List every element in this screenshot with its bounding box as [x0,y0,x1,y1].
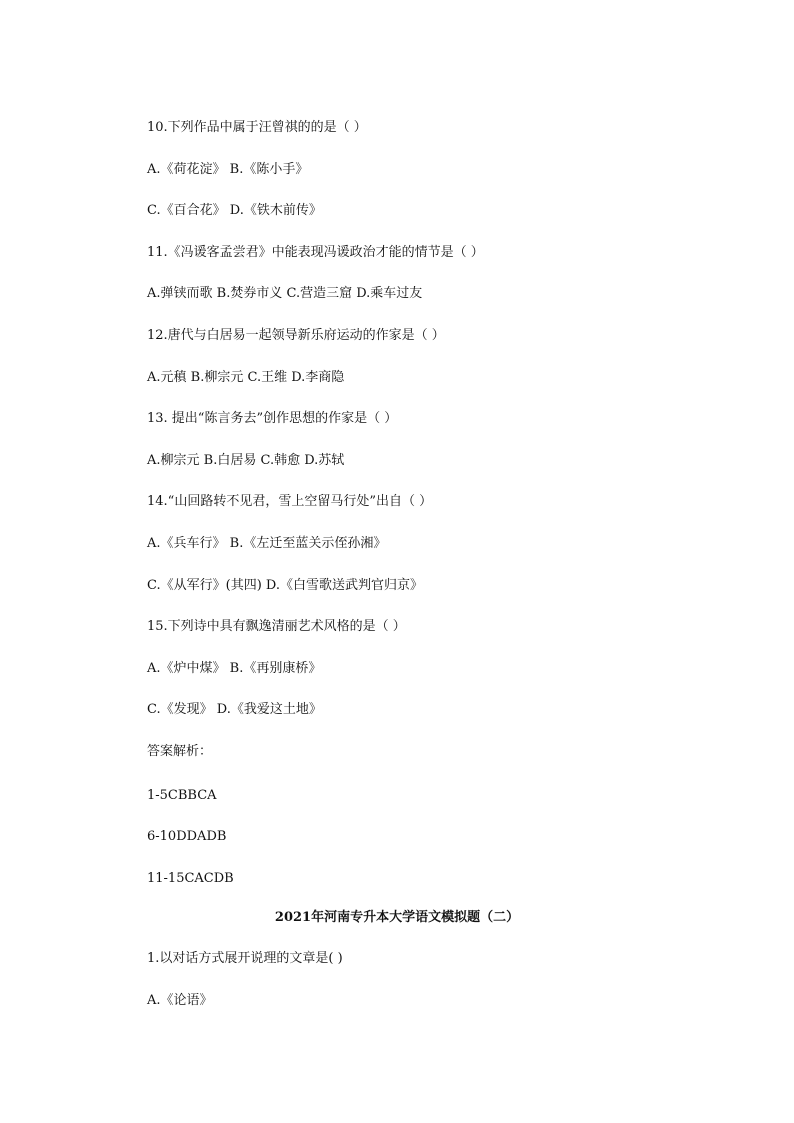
question-13-options: A.柳宗元 B.白居易 C.韩愈 D.苏轼 [147,453,345,468]
question-15: 15.下列诗中具有飘逸清丽艺术风格的是（ ） [147,619,406,634]
question-11: 11.《冯谖客孟尝君》中能表现冯谖政治才能的情节是（ ） [147,245,484,260]
question-15-options-cd: C.《发现》 D.《我爱这土地》 [147,702,322,717]
question-10-options-cd: C.《百合花》 D.《铁木前传》 [147,203,322,218]
question-10: 10.下列作品中属于汪曾祺的的是（ ） [147,120,367,135]
answer-key-1-5: 1-5CBBCA [147,788,217,803]
section-question-1-option-a: A.《论语》 [147,993,213,1008]
section-title: 2021年河南专升本大学语文模拟题（二） [274,910,520,925]
question-12-options: A.元稹 B.柳宗元 C.王维 D.李商隐 [147,370,345,385]
question-13: 13. 提出“陈言务去”创作思想的作家是（ ） [147,411,398,426]
question-14: 14.“山回路转不见君，雪上空留马行处”出自（ ） [147,494,433,509]
question-14-options-ab: A.《兵车行》 B.《左迁至蓝关示侄孙湘》 [147,536,387,551]
answer-key-11-15: 11-15CACDB [147,871,234,886]
question-15-options-ab: A.《炉中煤》 B.《再别康桥》 [147,661,322,676]
answer-key-heading: 答案解析： [147,744,213,759]
question-14-options-cd: C.《从军行》(其四) D.《白雪歌送武判官归京》 [147,578,423,593]
question-10-options-ab: A.《荷花淀》 B.《陈小手》 [147,162,309,177]
section-question-1: 1.以对话方式展开说理的文章是( ) [147,951,343,966]
question-11-options: A.弹铗而歌 B.焚券市义 C.营造三窟 D.乘车过友 [147,286,423,301]
answer-key-6-10: 6-10DDADB [147,829,227,844]
question-12: 12.唐代与白居易一起领导新乐府运动的作家是（ ） [147,328,445,343]
